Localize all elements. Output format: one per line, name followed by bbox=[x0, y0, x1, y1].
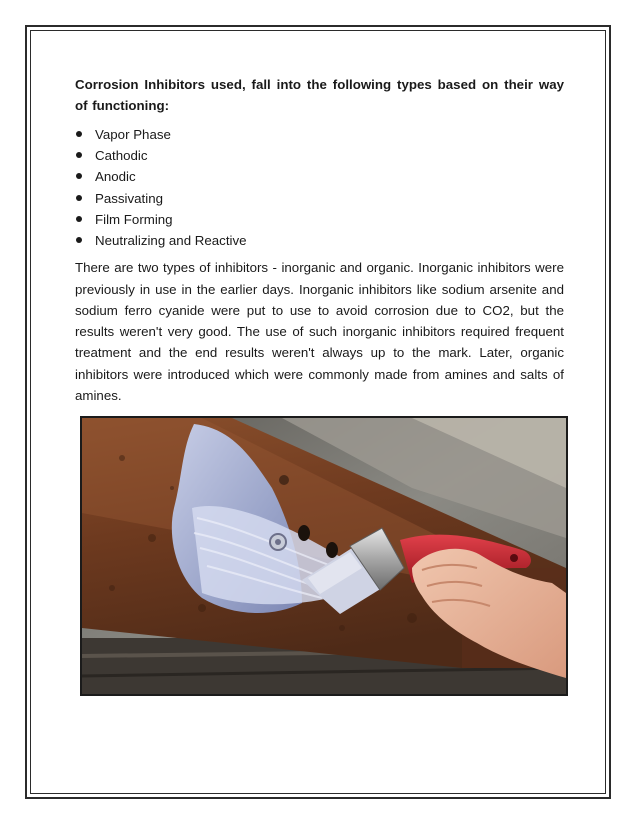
bullet-icon bbox=[76, 195, 82, 201]
list-item: Anodic bbox=[75, 166, 564, 187]
bullet-icon bbox=[76, 131, 82, 137]
inhibitor-types-list bbox=[75, 124, 564, 251]
body-paragraph: There are two types of inhibitors - inorganic and organic. Inorganic inhibitors were previously in use in the earlier days. Inorganic inhibitors like sodium arsenite and sodium ferro cyanide were put to use to avoid corrosion due to CO2, but the results weren't very good. The use of such inorganic inhibitors required frequent treatment and the end results weren't always up to the mark. Later, organic inhibitors were introduced which were commonly made from amines and salts of amines. bbox=[75, 260, 564, 403]
list-item: Film Forming bbox=[75, 209, 564, 230]
list-item: Passivating bbox=[75, 188, 564, 209]
list-item: Vapor Phase bbox=[75, 124, 564, 145]
photo-brush-coating-rusty-frame bbox=[80, 416, 568, 696]
list-item: Cathodic bbox=[75, 145, 564, 166]
photo-illustration bbox=[82, 418, 566, 694]
list-item: Neutralizing and Reactive bbox=[75, 230, 564, 251]
section-heading: Corrosion Inhibitors used, fall into the following types based on their way of functioning: bbox=[75, 77, 564, 113]
bullet-icon bbox=[76, 237, 82, 243]
bullet-icon bbox=[76, 216, 82, 222]
bullet-icon bbox=[76, 152, 82, 158]
document-content bbox=[75, 74, 564, 406]
bullet-icon bbox=[76, 173, 82, 179]
